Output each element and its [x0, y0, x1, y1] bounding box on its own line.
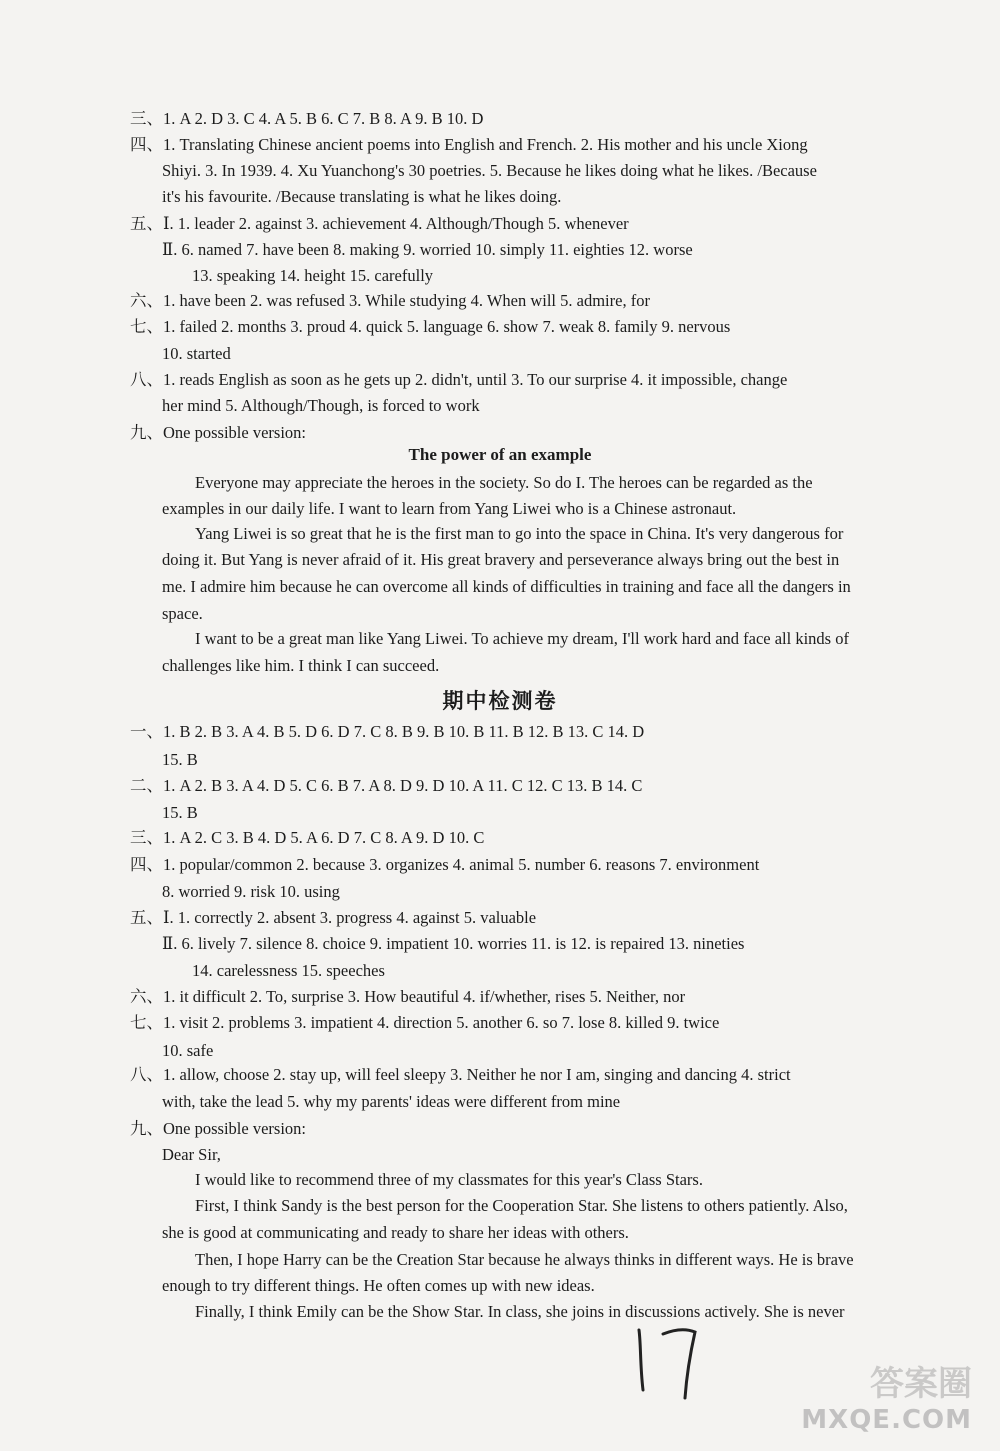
answer-line: Ⅱ. 6. named 7. have been 8. making 9. worried 10. simply 11. eighties 12. worse — [162, 240, 693, 259]
answer-line: her mind 5. Although/Though, is forced to work — [162, 396, 480, 415]
watermark-chinese: 答案圈 — [870, 1364, 972, 1404]
essay-line: doing it. But Yang is never afraid of it. His great bravery and perseverance always bring out the best in — [162, 550, 840, 569]
letter-line: I would like to recommend three of my classmates for this year's Class Stars. — [195, 1170, 703, 1189]
letter-line: enough to try different things. He often comes up with new ideas. — [162, 1276, 595, 1295]
answer-line: 一、1. B 2. B 3. A 4. B 5. D 6. D 7. C 8. B 9. B 10. B 11. B 12. B 13. C 14. D — [130, 722, 645, 741]
answer-line: 二、1. A 2. B 3. A 4. D 5. C 6. B 7. A 8. D 9. D 10. A 11. C 12. C 13. B 14. C — [130, 776, 643, 795]
answer-line: 10. safe — [162, 1041, 214, 1060]
answer-line: 五、Ⅰ. 1. correctly 2. absent 3. progress 4. against 5. valuable — [130, 908, 537, 927]
answer-line: 三、1. A 2. D 3. C 4. A 5. B 6. C 7. B 8. A 9. B 10. D — [130, 109, 484, 128]
answer-line: 九、One possible version: — [130, 1119, 306, 1138]
letter-line: Dear Sir, — [162, 1145, 221, 1164]
essay-line: I want to be a great man like Yang Liwei. To achieve my dream, I'll work hard and face all kinds of — [195, 629, 849, 648]
answer-line: 八、1. allow, choose 2. stay up, will feel sleepy 3. Neither he nor I am, singing and dancing 4. strict — [130, 1065, 791, 1084]
essay-line: space. — [162, 604, 203, 623]
answer-line: with, take the lead 5. why my parents' ideas were different from mine — [162, 1092, 621, 1111]
answer-line: 8. worried 9. risk 10. using — [162, 882, 340, 901]
letter-line: First, I think Sandy is the best person for the Cooperation Star. She listens to others patiently. Also, — [195, 1196, 848, 1215]
letter-line: she is good at communicating and ready to share her ideas with others. — [162, 1223, 629, 1242]
letter-line: Then, I hope Harry can be the Creation Star because he always thinks in different ways. He is brave — [195, 1250, 854, 1269]
essay-line: challenges like him. I think I can succeed. — [162, 656, 440, 675]
essay-line: Everyone may appreciate the heroes in the society. So do I. The heroes can be regarded as the — [195, 473, 813, 492]
answer-line: 15. B — [162, 750, 198, 769]
answer-line: 13. speaking 14. height 15. carefully — [192, 266, 434, 285]
essay-title: The power of an example — [408, 445, 592, 464]
section-title: 期中检测卷 — [442, 689, 558, 713]
answer-line: 四、1. popular/common 2. because 3. organizes 4. animal 5. number 6. reasons 7. environment — [130, 855, 760, 874]
answer-line: 六、1. have been 2. was refused 3. While studying 4. When will 5. admire, for — [130, 291, 650, 310]
essay-line: examples in our daily life. I want to learn from Yang Liwei who is a Chinese astronaut. — [162, 499, 737, 518]
handwritten-page-number — [625, 1320, 705, 1400]
answer-line: 七、1. failed 2. months 3. proud 4. quick 5. language 6. show 7. weak 8. family 9. nervous — [130, 317, 731, 336]
answer-line: 九、One possible version: — [130, 423, 306, 442]
answer-line: 八、1. reads English as soon as he gets up 2. didn't, until 3. To our surprise 4. it impossible, change — [130, 370, 788, 389]
answer-line: 四、1. Translating Chinese ancient poems into English and French. 2. His mother and his uncle Xiong — [130, 135, 808, 154]
letter-line: Finally, I think Emily can be the Show Star. In class, she joins in discussions actively. She is never — [195, 1302, 845, 1321]
answer-line: 七、1. visit 2. problems 3. impatient 4. direction 5. another 6. so 7. lose 8. killed 9. twice — [130, 1013, 720, 1032]
watermark-url: MXQE.COM — [801, 1405, 972, 1435]
answer-line: 三、1. A 2. C 3. B 4. D 5. A 6. D 7. C 8. A 9. D 10. C — [130, 828, 485, 847]
answer-line: 10. started — [162, 344, 231, 363]
answer-line: 六、1. it difficult 2. To, surprise 3. How beautiful 4. if/whether, rises 5. Neither, nor — [130, 987, 686, 1006]
answer-line: 15. B — [162, 803, 198, 822]
answer-line: 14. carelessness 15. speeches — [192, 961, 385, 980]
watermark-logo — [802, 1359, 982, 1439]
answer-line: it's his favourite. /Because translating is what he likes doing. — [162, 187, 562, 206]
answer-line: Ⅱ. 6. lively 7. silence 8. choice 9. impatient 10. worries 11. is 12. is repaired 13. nineties — [162, 934, 745, 953]
answer-line: Shiyi. 3. In 1939. 4. Xu Yuanchong's 30 poetries. 5. Because he likes doing what he likes. /Because — [162, 161, 817, 180]
essay-line: Yang Liwei is so great that he is the first man to go into the space in China. It's very dangerous for — [195, 524, 844, 543]
essay-line: me. I admire him because he can overcome all kinds of difficulties in training and face all the dangers in — [162, 577, 851, 596]
answer-line: 五、Ⅰ. 1. leader 2. against 3. achievement 4. Although/Though 5. whenever — [130, 214, 629, 233]
